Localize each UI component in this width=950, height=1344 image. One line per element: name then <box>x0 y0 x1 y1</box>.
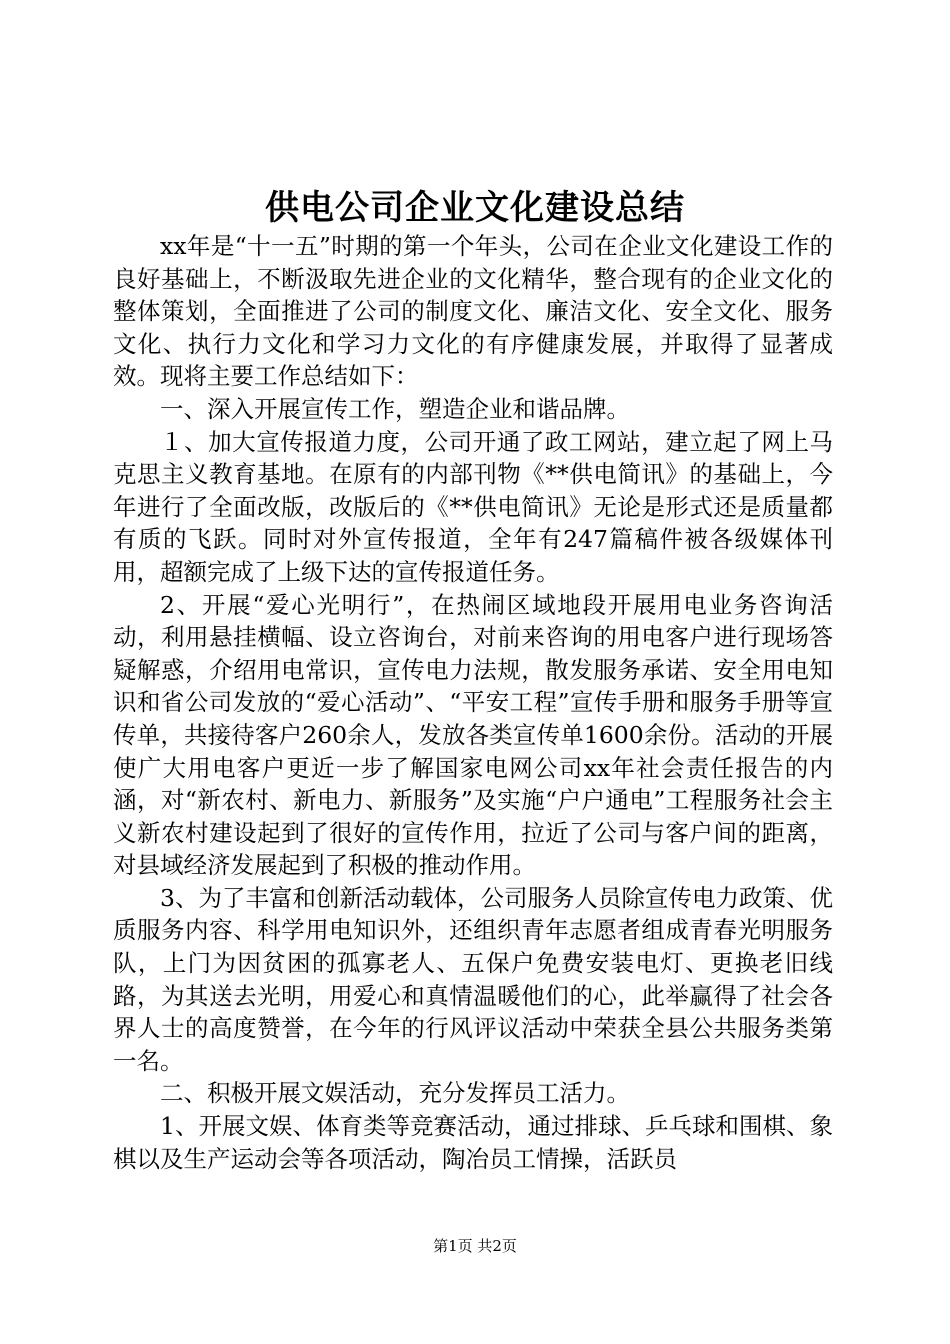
paragraph-1-1: １、加大宣传报道力度，公司开通了政工网站，建立起了网上马克思主义教育基地。在原有的内部刊物《**供电简讯》的基础上，今年进行了全面改版，改版后的《**供电简讯》无论是形式还是质量都有质的飞跃。同时对外宣传报道，全年有247篇稿件被各级媒体刊用，超额完成了上级下达的宣传报道任务。 <box>113 427 833 586</box>
document-title: 供电公司企业文化建设总结 <box>265 188 685 228</box>
paragraph-intro: xx年是“十一五”时期的第一个年头，公司在企业文化建设工作的良好基础上，不断汲取先进企业的文化精华，整合现有的企业文化的整体策划，全面推进了公司的制度文化、廉洁文化、安全文化、服务文化、执行力文化和学习力文化的有序健康发展，并取得了显著成效。现将主要工作总结如下： <box>113 232 833 391</box>
document-body <box>113 230 833 1175</box>
page-footer: 第1页 共2页 <box>433 1237 517 1255</box>
section-heading-1: 一、深入开展宣传工作，塑造企业和谐品牌。 <box>160 394 630 423</box>
paragraph-2-1: 1、开展文娱、体育类等竞赛活动，通过排球、乒乓球和围棋、象棋以及生产运动会等各项活动，陶冶员工情操，活跃员 <box>113 1112 833 1173</box>
section-heading-2: 二、积极开展文娱活动，充分发挥员工活力。 <box>160 1079 630 1108</box>
paragraph-1-2: 2、开展“爱心光明行”，在热闹区域地段开展用电业务咨询活动，利用悬挂横幅、设立咨询台，对前来咨询的用电客户进行现场答疑解惑，介绍用电常识，宣传电力法规，散发服务承诺、安全用电知识和省公司发放的“爱心活动”、“平安工程”宣传手册和服务手册等宣传单，共接待客户260余人，发放各类宣传单1600余份。活动的开展使广大用电客户更近一步了解国家电网公司xx年社会责任报告的内涵，对“新农村、新电力、新服务”及实施“户户通电”工程服务社会主义新农村建设起到了很好的宣传作用，拉近了公司与客户间的距离，对县域经济发展起到了积极的推动作用。 <box>113 590 833 880</box>
paragraph-1-3: 3、为了丰富和创新活动载体，公司服务人员除宣传电力政策、优质服务内容、科学用电知识外，还组织青年志愿者组成青春光明服务队，上门为因贫困的孤寡老人、五保户免费安装电灯、更换老旧线路，为其送去光明，用爱心和真情温暖他们的心，此举赢得了社会各界人士的高度赞誉，在今年的行风评议活动中荣获全县公共服务类第一名。 <box>113 883 833 1075</box>
